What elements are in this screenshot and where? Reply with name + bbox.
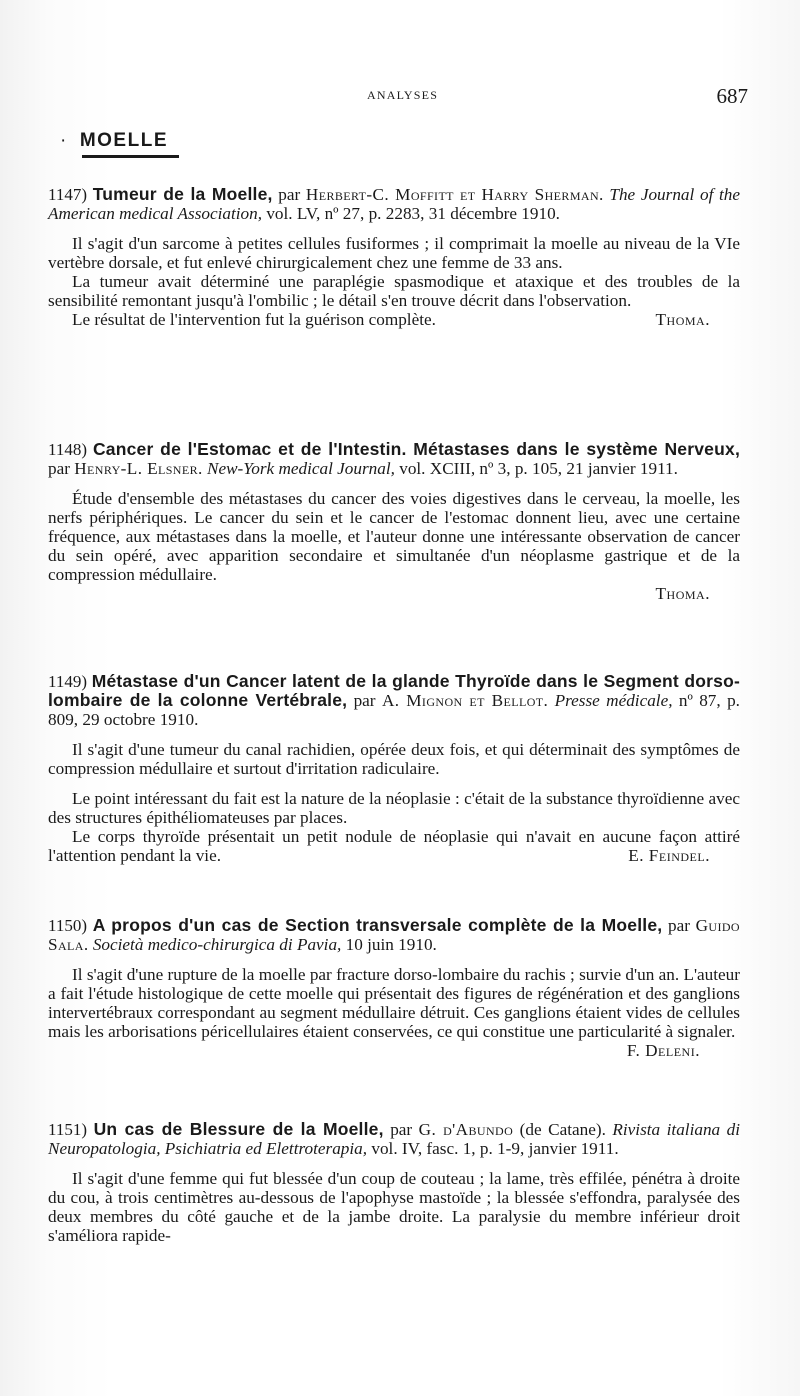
article-title: Cancer de l'Estomac et de l'Intestin. Métastases dans le système Nerveux, (92, 439, 741, 459)
article-place: (de Catane). (513, 1120, 606, 1139)
article-paragraph: Le point intéressant du fait est la nature de la néoplasie : c'était de la substance thyroïdienne avec des structures épithéliomateuses par places. (48, 789, 740, 827)
section-rule (82, 155, 179, 158)
article-authors: Guido Sala. (48, 916, 741, 954)
article-paragraph (48, 310, 740, 329)
article-title: A propos d'un cas de Section transversale complète de la Moelle, (92, 915, 663, 935)
article-heading (48, 1120, 740, 1158)
article-1148 (48, 440, 740, 603)
article-reference: vol. XCIII, nº 3, p. 105, 21 janvier 1911. (394, 459, 678, 478)
article-paragraph (48, 965, 740, 1060)
running-title: ANALYSES (367, 88, 439, 102)
running-head (0, 84, 800, 108)
article-by: par (662, 916, 696, 935)
article-reference: vol. IV, fasc. 1, p. 1-9, janvier 1911. (367, 1139, 619, 1158)
section-heading (60, 130, 168, 152)
article-authors: Herbert-C. Moffitt et Harry Sherman. (305, 185, 604, 204)
article-authors: Henry-L. Elsner. (74, 459, 203, 478)
article-1147 (48, 185, 740, 329)
article-number: 1150) (48, 916, 88, 935)
article-authors: G. d'Abundo (418, 1120, 514, 1139)
article-signature: E. Feindel. (628, 846, 710, 865)
article-heading (48, 440, 740, 478)
article-paragraph: Étude d'ensemble des métastases du cancer des voies digestives dans le cerveau, la moelle, les nerfs périphériques. Le cancer du sein et le cancer de l'estomac donnent lieu, avec une certaine fréquence, aux métastases dans la moelle, et l'auteur donne une intéressante observation de cancer du sein opéré, avec apparition secondaire et simultanée d'un néoplasme gastrique et de la compression médullaire. (48, 489, 740, 584)
article-1149 (48, 672, 740, 865)
article-paragraph (48, 827, 740, 865)
article-paragraph: Il s'agit d'une femme qui fut blessée d'un coup de couteau ; la lame, très effilée, pénétra à droite du cou, à trois centimètres au-dessous de l'apophyse mastoïde ; la blessée s'effondra, paralysée des deux membres du côté gauche et de la jambe droite. La paralysie du membre inférieur droit s'améliora rapide- (48, 1169, 740, 1245)
article-paragraph-text: Le résultat de l'intervention fut la guérison complète. (72, 310, 436, 329)
article-number: 1149) (48, 672, 88, 691)
article-number: 1151) (48, 1120, 88, 1139)
article-journal: Rivista italiana di Neuropatologia, Psichiatria ed Elettroterapia, (48, 1120, 741, 1158)
article-authors: A. Mignon et Bellot. (381, 691, 549, 710)
article-journal: The Journal of the American medical Association, (48, 185, 741, 223)
article-journal: Presse médicale, (548, 691, 673, 710)
article-paragraph: Il s'agit d'un sarcome à petites cellules fusiformes ; il comprimait la moelle au niveau de la VIe vertèbre dorsale, et fut enlevé chirurgicalement chez une femme de 33 ans. (48, 234, 740, 272)
article-1150 (48, 916, 740, 1060)
article-title: Un cas de Blessure de la Moelle, (93, 1119, 384, 1139)
section-title: MOELLE (79, 130, 168, 151)
article-paragraph-text: Le corps thyroïde présentait un petit nodule de néoplasie qui n'avait en aucune façon attiré l'attention pendant la vie. (48, 827, 740, 865)
article-number: 1147) (48, 185, 88, 204)
section-bullet: · (60, 130, 68, 151)
article-paragraph: La tumeur avait déterminé une paraplégie spasmodique et ataxique et des troubles de la sensibilité remontant jusqu'à l'ombilic ; le détail s'en trouve décrit dans l'observation. (48, 272, 740, 310)
article-heading (48, 185, 740, 223)
article-paragraph: Il s'agit d'une tumeur du canal rachidien, opérée deux fois, et qui déterminait des symptômes de compression médullaire et surtout d'irritation radiculaire. (48, 740, 740, 778)
page-number: 687 (716, 84, 748, 108)
article-heading (48, 916, 740, 954)
article-signature: F. Deleni. (626, 1041, 700, 1060)
article-reference: 10 juin 1910. (341, 935, 437, 954)
article-number: 1148) (48, 440, 88, 459)
article-journal: Società medico-chirurgica di Pavia, (88, 935, 342, 954)
article-paragraph-text: Il s'agit d'une rupture de la moelle par fracture dorso-lombaire du rachis ; survie d'un an. L'auteur a fait l'étude histologique de cette moelle qui présentait des figures de régénération et des ganglions intervertébraux correspondant au segment médullaire détruit. Ces ganglions étaient vides de cellules mais les arborisations péricellulaires étaient conservées, ce qui constitue une particularité à signaler. (48, 965, 740, 1041)
article-by: par (48, 459, 75, 478)
article-1151 (48, 1120, 740, 1245)
article-by: par (383, 1120, 419, 1139)
article-reference: nº 87, p. 809, 29 octobre 1910. (48, 691, 740, 729)
article-signature: Thoma. (655, 310, 710, 329)
article-signature: Thoma. (655, 584, 710, 603)
article-title: Tumeur de la Moelle, (92, 184, 273, 204)
article-by: par (347, 691, 382, 710)
article-heading (48, 672, 740, 729)
article-journal: New-York medical Journal, (202, 459, 395, 478)
article-reference: vol. LV, nº 27, p. 2283, 31 décembre 1910. (262, 204, 560, 223)
article-by: par (272, 185, 306, 204)
article-title: Métastase d'un Cancer latent de la glande Thyroïde dans le Segment dorso-lombaire de la colonne Vertébrale, (48, 671, 741, 710)
